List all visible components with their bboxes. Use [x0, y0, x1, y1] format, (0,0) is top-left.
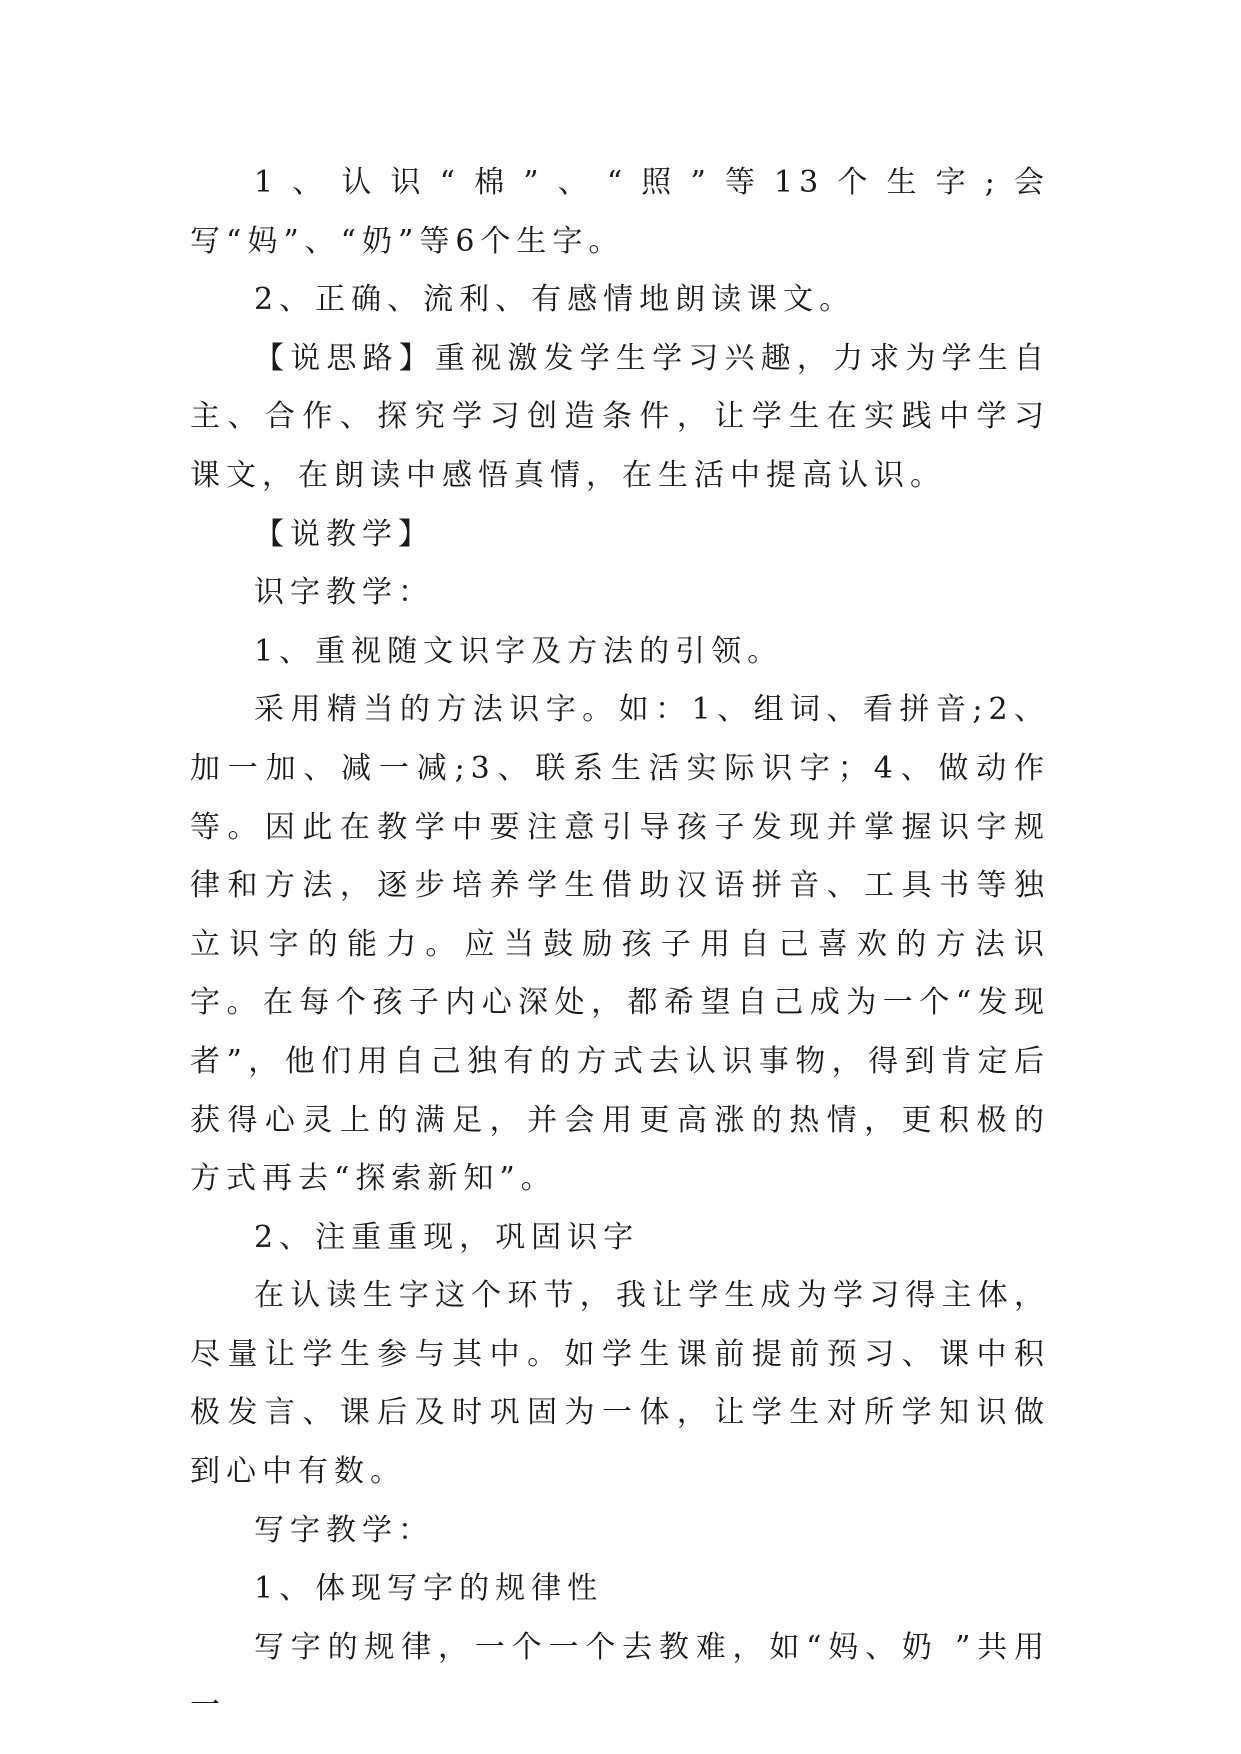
heading-teaching: 【说教学】 — [254, 516, 434, 552]
paragraph-objective-1: 1、认识“棉”、“照”等13个生字;会写“妈”、“奶”等6个生字。 — [190, 165, 1050, 259]
paragraph-literacy-point-1: 1、重视随文识字及方法的引领。 — [254, 633, 784, 669]
paragraph-literacy-point-2: 2、注重重现，巩固识字 — [254, 1219, 640, 1255]
heading-literacy-teaching: 识字教学： — [254, 575, 434, 611]
paragraph-writing-point-1: 1、体现写字的规律性 — [254, 1571, 604, 1607]
heading-writing-teaching: 写字教学： — [254, 1512, 434, 1548]
document-body — [190, 154, 1050, 1736]
paragraph-objective-2: 2、正确、流利、有感情地朗读课文。 — [254, 282, 856, 318]
paragraph-teaching-approach: 【说思路】重视激发学生学习兴趣，力求为学生自主、合作、探究学习创造条件，让学生在实践中学习课文，在朗读中感悟真情，在生活中提高认识。 — [190, 340, 1050, 493]
paragraph-reading-practice: 在认读生字这个环节，我让学生成为学习得主体，尽量让学生参与其中。如学生课前提前预习、课中积极发言、课后及时巩固为一体，让学生对所学知识做到心中有数。 — [190, 1278, 1050, 1490]
paragraph-writing-rules: 写字的规律，一个一个去教难，如“妈、奶 ”共用一 — [190, 1629, 1050, 1724]
paragraph-literacy-methods: 采用精当的方法识字。如：1、组词、看拼音;2、加一加、减一减;3、联系生活实际识字；4、做动作 等。因此在教学中要注意引导孩子发现并掌握识字规律和方法，逐步培养学生借助汉语拼音、工具书等独立识字的能力。应当鼓励孩子用自己喜欢的方法识字。在每个孩子内心深处，都希望自己成为一个“发现者”，他们用自己独有的方式去认识事物，得到肯定后获得心灵上的满足，并会用更高涨的热情，更积极的方式再去“探索新知”。 — [190, 692, 1050, 1197]
